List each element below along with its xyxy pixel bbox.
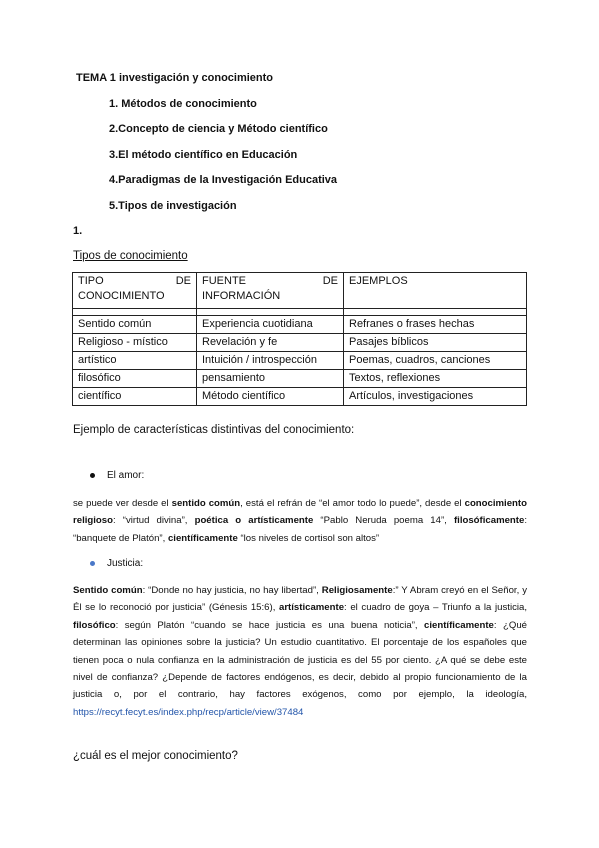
article-link[interactable]: https://recyt.fecyt.es/index.php/recp/article/view/37484 <box>73 706 304 718</box>
bold-run: artísticamente <box>278 602 345 614</box>
table-cell <box>73 309 197 316</box>
table-cell: Religioso - místico <box>73 334 197 352</box>
paragraph-amor <box>73 495 527 547</box>
bold-run: científicamente <box>424 619 494 631</box>
closing-question: ¿cuál es el mejor conocimiento? <box>73 750 238 762</box>
table-cell: Sentido común <box>73 316 197 334</box>
table-cell: pensamiento <box>197 370 344 388</box>
table-cell: Experiencia cuotidiana <box>197 316 344 334</box>
table-row <box>73 334 527 352</box>
table-cell: Poemas, cuadros, canciones <box>344 352 527 370</box>
bullet-item-amor <box>90 470 144 481</box>
text-run: , está el refrán de “el amor todo lo puede”, desde el <box>240 498 465 509</box>
header-text: TIPO <box>78 275 104 287</box>
header-text: CONOCIMIENTO <box>78 290 165 302</box>
bold-run: conocimiento religioso <box>73 498 527 527</box>
document-title: TEMA 1 investigación y conocimiento <box>76 72 274 84</box>
header-text: DE <box>175 275 191 287</box>
bold-run: filosóficamente <box>453 515 525 527</box>
intro-text: Ejemplo de características distintivas del conocimiento: <box>73 424 355 436</box>
bullet-item-justicia <box>90 558 143 569</box>
table-cell <box>344 309 527 316</box>
table-cell: Refranes o frases hechas <box>344 316 527 334</box>
table-spacer-row <box>73 309 527 316</box>
header-cell-ejemplos: EJEMPLOS <box>344 273 527 309</box>
paragraph-justicia <box>73 582 527 721</box>
text-run: : “virtud divina”, <box>112 515 195 527</box>
table-header-row <box>73 273 527 309</box>
table-cell: Revelación y fe <box>197 334 344 352</box>
table-cell: Textos, reflexiones <box>344 370 527 388</box>
header-text: INFORMACIÓN <box>202 290 281 302</box>
bold-run: filosófico <box>73 619 116 631</box>
bold-run: Sentido común <box>73 585 143 596</box>
bullet-label: El amor: <box>107 470 145 481</box>
table-cell: científico <box>73 388 197 406</box>
table-row <box>73 388 527 406</box>
bold-run: poética o artísticamente <box>194 515 314 527</box>
knowledge-types-table <box>72 272 527 406</box>
bold-run: Religiosamente <box>321 585 393 596</box>
toc-item-4: 4.Paradigmas de la Investigación Educativa <box>109 174 338 186</box>
table-cell: Pasajes bíblicos <box>344 334 527 352</box>
table-row <box>73 370 527 388</box>
bullet-label: Justicia: <box>107 558 144 569</box>
bold-run: científicamente <box>167 532 238 544</box>
bold-run: sentido común <box>171 498 241 509</box>
table-cell: Intuición / introspección <box>197 352 344 370</box>
table-cell <box>197 309 344 316</box>
text-run: : “banquete de Platón”, <box>73 515 527 544</box>
text-run: se puede ver desde el <box>73 498 172 509</box>
table-row <box>73 316 527 334</box>
bullet-icon <box>90 473 95 478</box>
text-run: : el cuadro de goya – Triunfo a la justicia, <box>344 602 528 614</box>
toc-item-5: 5.Tipos de investigación <box>109 200 237 212</box>
header-cell-tipo <box>73 273 197 309</box>
text-run: : “Donde no hay justicia, no hay libertad”, <box>142 585 322 596</box>
toc-item-3: 3.El método científico en Educación <box>109 149 298 161</box>
text-run: “Pablo Neruda poema 14”, <box>313 515 454 527</box>
table-cell: artístico <box>73 352 197 370</box>
table-cell: Método científico <box>197 388 344 406</box>
text-run: :” Y Abram creyó en el Señor, y Él se lo reconoció por justicia” (Génesis 15:6), <box>73 585 527 614</box>
header-text: FUENTE <box>202 275 246 287</box>
header-cell-fuente <box>197 273 344 309</box>
table-cell: Artículos, investigaciones <box>344 388 527 406</box>
toc-item-1: 1. Métodos de conocimiento <box>109 98 257 110</box>
section-number: 1. <box>73 225 83 237</box>
section-title: Tipos de conocimiento <box>73 250 188 262</box>
text-run: : según Platón “cuando se hace justicia es una buena noticia”, <box>115 619 425 631</box>
table-row <box>73 352 527 370</box>
bullet-icon <box>90 561 95 566</box>
header-text: DE <box>322 275 338 287</box>
toc-item-2: 2.Concepto de ciencia y Método científico <box>109 123 328 135</box>
text-run: : ¿Qué determinan las opiniones sobre la justicia? Un estudio cuantitativo. El porcentaje de los españoles que tienen poca o nula confianza en la administración de justicia es del 55 por ciento. ¿A qué se debe este nivel de confianza? ¿Depende de factores endógenos, es decir, debido al propio funcionamiento de la justicia o, por el contrario, hay factores exógenos, como por ejemplo, la ideología, <box>73 619 528 701</box>
text-run: “los niveles de cortisol son altos” <box>237 532 380 544</box>
table-cell: filosófico <box>73 370 197 388</box>
